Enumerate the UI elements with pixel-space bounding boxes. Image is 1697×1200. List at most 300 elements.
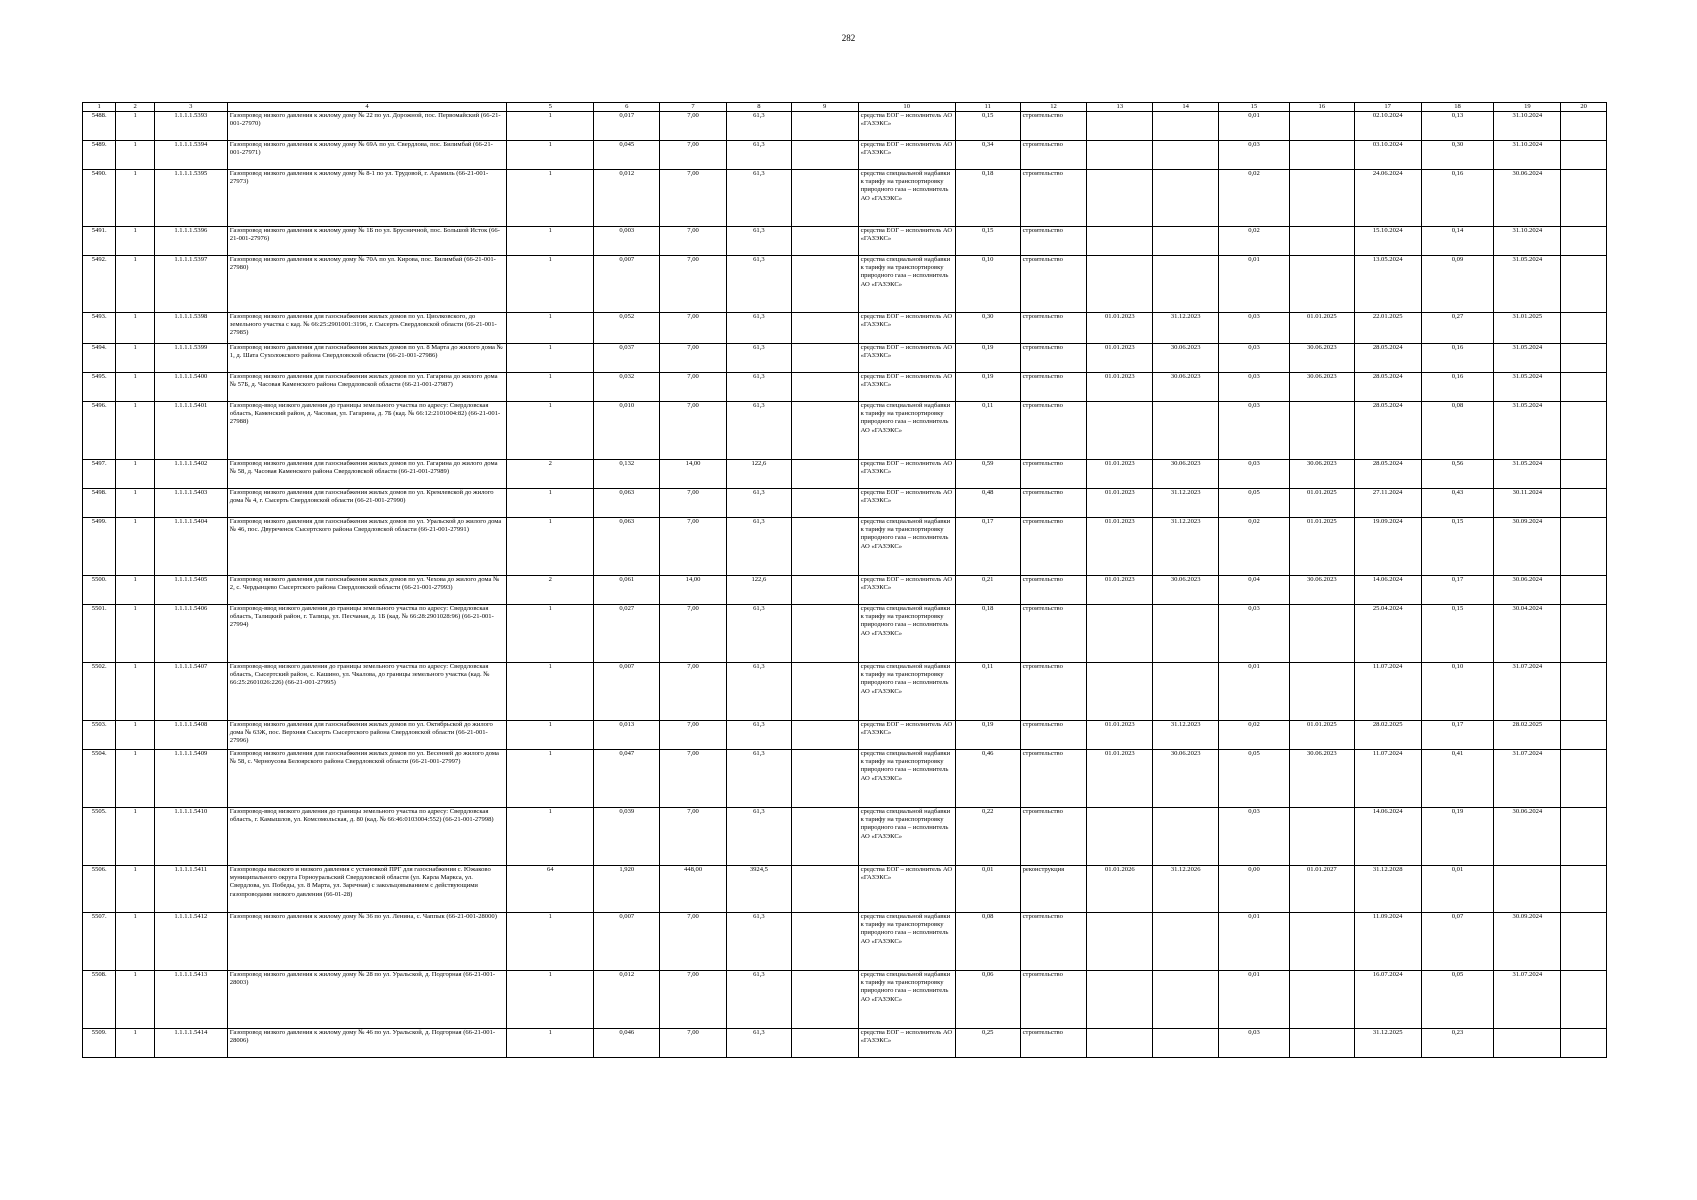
amount-cell: 0,01 <box>1421 866 1494 913</box>
quantity-cell: 1 <box>507 1029 594 1058</box>
funding-source-cell: средства специальной надбавки к тарифу на транспортировку природного газа – исполнитель АО «ГАЗЭКС» <box>858 605 955 663</box>
deadline-cell: 31.07.2024 <box>1494 971 1561 1029</box>
capacity-cell: 7,00 <box>660 808 727 866</box>
funding-source-cell: средства ЕОГ – исполнитель АО «ГАЗЭКС» <box>858 141 955 170</box>
volume-cell: 61,3 <box>726 605 791 663</box>
deadline-cell: 31.05.2024 <box>1494 402 1561 460</box>
capacity-cell: 7,00 <box>660 1029 727 1058</box>
table-row <box>83 518 1607 576</box>
amount-cell: 0,16 <box>1421 170 1494 227</box>
amount-cell: 0,05 <box>1421 971 1494 1029</box>
table-row <box>83 256 1607 313</box>
group-cell: 1 <box>116 1029 154 1058</box>
col-15-cell: 0,01 <box>1219 112 1290 141</box>
end-date-cell: 30.06.2023 <box>1153 373 1219 402</box>
code-cell: 1.1.1.1.5400 <box>154 373 227 402</box>
amount-cell: 0,30 <box>1421 141 1494 170</box>
length-cell: 0,007 <box>594 663 660 721</box>
end-date-cell: 30.06.2023 <box>1153 344 1219 373</box>
col-15-cell: 0,03 <box>1219 808 1290 866</box>
col-16-cell <box>1289 170 1354 227</box>
group-cell: 1 <box>116 313 154 344</box>
col-15-cell: 0,04 <box>1219 576 1290 605</box>
capacity-cell: 14,00 <box>660 576 727 605</box>
group-cell: 1 <box>116 663 154 721</box>
work-type-cell: строительство <box>1020 605 1087 663</box>
end-date-cell: 31.12.2026 <box>1153 866 1219 913</box>
code-cell: 1.1.1.1.5411 <box>154 866 227 913</box>
end-date-cell <box>1153 913 1219 971</box>
row-number-cell: 5491. <box>83 227 116 256</box>
col-9-cell <box>791 256 858 313</box>
col-20-cell <box>1561 112 1607 141</box>
col-15-cell: 0,02 <box>1219 721 1290 750</box>
funding-source-cell: средства ЕОГ – исполнитель АО «ГАЗЭКС» <box>858 313 955 344</box>
deadline-cell: 30.04.2024 <box>1494 605 1561 663</box>
quantity-cell: 1 <box>507 605 594 663</box>
length-cell: 0,027 <box>594 605 660 663</box>
completion-date-cell: 28.05.2024 <box>1354 344 1421 373</box>
work-type-cell: строительство <box>1020 971 1087 1029</box>
cost-cell: 0,25 <box>955 1029 1020 1058</box>
completion-date-cell: 14.06.2024 <box>1354 808 1421 866</box>
volume-cell: 61,3 <box>726 1029 791 1058</box>
group-cell: 1 <box>116 576 154 605</box>
volume-cell: 61,3 <box>726 227 791 256</box>
volume-cell: 61,3 <box>726 489 791 518</box>
group-cell: 1 <box>116 256 154 313</box>
funding-source-cell: средства специальной надбавки к тарифу на транспортировку природного газа – исполнитель АО «ГАЗЭКС» <box>858 663 955 721</box>
deadline-cell: 31.07.2024 <box>1494 663 1561 721</box>
description-cell: Газопровод низкого давления для газоснабжения жилых домов по ул. Гагарина до жилого дома № 57Б, д. Часовая Каменского района Свердловской области (66-21-001-27987) <box>227 373 506 402</box>
col-9-cell <box>791 576 858 605</box>
code-cell: 1.1.1.1.5394 <box>154 141 227 170</box>
work-type-cell: строительство <box>1020 373 1087 402</box>
completion-date-cell: 16.07.2024 <box>1354 971 1421 1029</box>
group-cell: 1 <box>116 971 154 1029</box>
capacity-cell: 7,00 <box>660 313 727 344</box>
deadline-cell: 30.06.2024 <box>1494 576 1561 605</box>
cost-cell: 0,19 <box>955 373 1020 402</box>
completion-date-cell: 24.06.2024 <box>1354 170 1421 227</box>
col-20-cell <box>1561 971 1607 1029</box>
col-20-cell <box>1561 373 1607 402</box>
work-type-cell: строительство <box>1020 344 1087 373</box>
quantity-cell: 1 <box>507 141 594 170</box>
capacity-cell: 7,00 <box>660 373 727 402</box>
col-16-cell: 30.06.2023 <box>1289 750 1354 808</box>
start-date-cell <box>1087 227 1153 256</box>
quantity-cell: 1 <box>507 971 594 1029</box>
quantity-cell: 1 <box>507 112 594 141</box>
work-type-cell: строительство <box>1020 112 1087 141</box>
col-16-cell: 01.01.2025 <box>1289 489 1354 518</box>
cost-cell: 0,11 <box>955 402 1020 460</box>
completion-date-cell: 11.09.2024 <box>1354 913 1421 971</box>
capacity-cell: 7,00 <box>660 141 727 170</box>
table-row <box>83 313 1607 344</box>
col-15-cell: 0,03 <box>1219 373 1290 402</box>
completion-date-cell: 28.02.2025 <box>1354 721 1421 750</box>
completion-date-cell: 25.04.2024 <box>1354 605 1421 663</box>
quantity-cell: 1 <box>507 750 594 808</box>
end-date-cell <box>1153 256 1219 313</box>
deadline-cell: 31.10.2024 <box>1494 141 1561 170</box>
capacity-cell: 7,00 <box>660 971 727 1029</box>
volume-cell: 3924,5 <box>726 866 791 913</box>
amount-cell: 0,16 <box>1421 373 1494 402</box>
quantity-cell: 2 <box>507 576 594 605</box>
capacity-cell: 7,00 <box>660 750 727 808</box>
end-date-cell <box>1153 605 1219 663</box>
start-date-cell: 01.01.2023 <box>1087 489 1153 518</box>
column-header: 12 <box>1020 103 1087 112</box>
group-cell: 1 <box>116 141 154 170</box>
code-cell: 1.1.1.1.5408 <box>154 721 227 750</box>
cost-cell: 0,11 <box>955 663 1020 721</box>
quantity-cell: 1 <box>507 256 594 313</box>
column-header: 8 <box>726 103 791 112</box>
length-cell: 0,037 <box>594 344 660 373</box>
completion-date-cell: 11.07.2024 <box>1354 750 1421 808</box>
col-16-cell: 01.01.2025 <box>1289 518 1354 576</box>
quantity-cell: 1 <box>507 170 594 227</box>
funding-source-cell: средства специальной надбавки к тарифу на транспортировку природного газа – исполнитель АО «ГАЗЭКС» <box>858 518 955 576</box>
capacity-cell: 7,00 <box>660 112 727 141</box>
amount-cell: 0,08 <box>1421 402 1494 460</box>
row-number-cell: 5503. <box>83 721 116 750</box>
work-type-cell: строительство <box>1020 170 1087 227</box>
start-date-cell <box>1087 663 1153 721</box>
amount-cell: 0,16 <box>1421 344 1494 373</box>
row-number-cell: 5504. <box>83 750 116 808</box>
length-cell: 0,045 <box>594 141 660 170</box>
volume-cell: 61,3 <box>726 808 791 866</box>
funding-source-cell: средства специальной надбавки к тарифу на транспортировку природного газа – исполнитель АО «ГАЗЭКС» <box>858 402 955 460</box>
col-9-cell <box>791 112 858 141</box>
work-type-cell: строительство <box>1020 663 1087 721</box>
column-header: 10 <box>858 103 955 112</box>
work-type-cell: строительство <box>1020 518 1087 576</box>
column-header: 15 <box>1219 103 1290 112</box>
end-date-cell <box>1153 170 1219 227</box>
table-body <box>83 112 1607 1058</box>
completion-date-cell: 31.12.2028 <box>1354 866 1421 913</box>
funding-source-cell: средства ЕОГ – исполнитель АО «ГАЗЭКС» <box>858 227 955 256</box>
row-number-cell: 5490. <box>83 170 116 227</box>
deadline-cell: 31.05.2024 <box>1494 460 1561 489</box>
cost-cell: 0,17 <box>955 518 1020 576</box>
col-20-cell <box>1561 402 1607 460</box>
length-cell: 0,047 <box>594 750 660 808</box>
col-15-cell: 0,02 <box>1219 170 1290 227</box>
deadline-cell: 30.06.2024 <box>1494 808 1561 866</box>
col-15-cell: 0,01 <box>1219 913 1290 971</box>
description-cell: Газопровод-ввод низкого давления до границы земельного участка по адресу: Свердловская область, г. Камышлов, ул. Комсомольская, д. 80 (кад. № 66:46:0103004:552) (66-21-001-27998) <box>227 808 506 866</box>
work-type-cell: строительство <box>1020 808 1087 866</box>
length-cell: 1,920 <box>594 866 660 913</box>
length-cell: 0,039 <box>594 808 660 866</box>
table-row <box>83 373 1607 402</box>
completion-date-cell: 28.05.2024 <box>1354 402 1421 460</box>
col-9-cell <box>791 344 858 373</box>
description-cell: Газопровод-ввод низкого давления до границы земельного участка по адресу: Свердловская область, Талицкий район, г. Талица, ул. Песчаная, д. 1Б (кад. № 66:28:2901028:96) (66-21-001-27994) <box>227 605 506 663</box>
volume-cell: 61,3 <box>726 518 791 576</box>
funding-source-cell: средства специальной надбавки к тарифу на транспортировку природного газа – исполнитель АО «ГАЗЭКС» <box>858 170 955 227</box>
column-header: 7 <box>660 103 727 112</box>
end-date-cell: 31.12.2023 <box>1153 721 1219 750</box>
end-date-cell <box>1153 112 1219 141</box>
description-cell: Газопровод низкого давления к жилому дому № 1Б по ул. Брусничной, пос. Большой Исток (66-21-001-27976) <box>227 227 506 256</box>
deadline-cell: 31.05.2024 <box>1494 256 1561 313</box>
volume-cell: 61,3 <box>726 170 791 227</box>
col-16-cell <box>1289 141 1354 170</box>
completion-date-cell: 15.10.2024 <box>1354 227 1421 256</box>
start-date-cell: 01.01.2026 <box>1087 866 1153 913</box>
table-row <box>83 808 1607 866</box>
col-9-cell <box>791 866 858 913</box>
col-16-cell <box>1289 971 1354 1029</box>
table-row <box>83 112 1607 141</box>
col-16-cell: 30.06.2023 <box>1289 344 1354 373</box>
description-cell: Газопровод-ввод низкого давления до границы земельного участка по адресу: Свердловская область, Каменский район, д. Часовая, ул. Гагарина, д. 7Б (кад. № 66:12:2101004:82) (66-21-001-27988) <box>227 402 506 460</box>
end-date-cell: 30.06.2023 <box>1153 460 1219 489</box>
group-cell: 1 <box>116 344 154 373</box>
table-row <box>83 721 1607 750</box>
col-15-cell: 0,03 <box>1219 460 1290 489</box>
start-date-cell <box>1087 913 1153 971</box>
length-cell: 0,012 <box>594 170 660 227</box>
code-cell: 1.1.1.1.5399 <box>154 344 227 373</box>
amount-cell: 0,17 <box>1421 576 1494 605</box>
volume-cell: 61,3 <box>726 750 791 808</box>
start-date-cell <box>1087 170 1153 227</box>
deadline-cell: 31.01.2025 <box>1494 313 1561 344</box>
row-number-cell: 5498. <box>83 489 116 518</box>
cost-cell: 0,59 <box>955 460 1020 489</box>
quantity-cell: 1 <box>507 489 594 518</box>
code-cell: 1.1.1.1.5412 <box>154 913 227 971</box>
column-header: 11 <box>955 103 1020 112</box>
start-date-cell <box>1087 971 1153 1029</box>
work-type-cell: строительство <box>1020 576 1087 605</box>
quantity-cell: 1 <box>507 518 594 576</box>
length-cell: 0,003 <box>594 227 660 256</box>
row-number-cell: 5509. <box>83 1029 116 1058</box>
column-header: 3 <box>154 103 227 112</box>
group-cell: 1 <box>116 518 154 576</box>
column-header: 16 <box>1289 103 1354 112</box>
capacity-cell: 7,00 <box>660 344 727 373</box>
funding-source-cell: средства специальной надбавки к тарифу на транспортировку природного газа – исполнитель АО «ГАЗЭКС» <box>858 808 955 866</box>
group-cell: 1 <box>116 489 154 518</box>
work-type-cell: строительство <box>1020 141 1087 170</box>
col-16-cell: 01.01.2027 <box>1289 866 1354 913</box>
table-row <box>83 489 1607 518</box>
work-type-cell: строительство <box>1020 489 1087 518</box>
end-date-cell: 31.12.2023 <box>1153 518 1219 576</box>
volume-cell: 61,3 <box>726 402 791 460</box>
length-cell: 0,063 <box>594 518 660 576</box>
capacity-cell: 7,00 <box>660 663 727 721</box>
length-cell: 0,013 <box>594 721 660 750</box>
col-20-cell <box>1561 170 1607 227</box>
row-number-cell: 5500. <box>83 576 116 605</box>
funding-source-cell: средства специальной надбавки к тарифу на транспортировку природного газа – исполнитель АО «ГАЗЭКС» <box>858 913 955 971</box>
cost-cell: 0,34 <box>955 141 1020 170</box>
deadline-cell: 31.05.2024 <box>1494 344 1561 373</box>
work-type-cell: строительство <box>1020 913 1087 971</box>
amount-cell: 0,23 <box>1421 1029 1494 1058</box>
col-15-cell: 0,03 <box>1219 1029 1290 1058</box>
col-9-cell <box>791 808 858 866</box>
volume-cell: 61,3 <box>726 373 791 402</box>
code-cell: 1.1.1.1.5395 <box>154 170 227 227</box>
page-number: 282 <box>841 33 856 43</box>
col-9-cell <box>791 605 858 663</box>
col-9-cell <box>791 227 858 256</box>
row-number-cell: 5499. <box>83 518 116 576</box>
cost-cell: 0,19 <box>955 721 1020 750</box>
start-date-cell: 01.01.2023 <box>1087 576 1153 605</box>
amount-cell: 0,13 <box>1421 112 1494 141</box>
code-cell: 1.1.1.1.5410 <box>154 808 227 866</box>
volume-cell: 122,6 <box>726 460 791 489</box>
start-date-cell <box>1087 1029 1153 1058</box>
completion-date-cell: 13.05.2024 <box>1354 256 1421 313</box>
description-cell: Газопровод низкого давления для газоснабжения жилых домов по ул. Весенней до жилого дома № 58, с. Черноусова Белоярского района Свердловской области (66-21-001-27997) <box>227 750 506 808</box>
col-16-cell: 01.01.2025 <box>1289 313 1354 344</box>
funding-source-cell: средства ЕОГ – исполнитель АО «ГАЗЭКС» <box>858 1029 955 1058</box>
description-cell: Газопроводы высокого и низкого давления с установкой ПРГ для газоснабжения с. Южаково муниципального округа Горноуральский Свердловской области (ул. Карла Маркса, ул. Свердлова, ул. Победы, ул. 8 Марта, ул. Заречная) с закольцовыванием с действующими газопроводами низкого давления (66-01-28) <box>227 866 506 913</box>
completion-date-cell: 28.05.2024 <box>1354 460 1421 489</box>
amount-cell: 0,17 <box>1421 721 1494 750</box>
cost-cell: 0,10 <box>955 256 1020 313</box>
row-number-cell: 5505. <box>83 808 116 866</box>
amount-cell: 0,43 <box>1421 489 1494 518</box>
amount-cell: 0,09 <box>1421 256 1494 313</box>
col-20-cell <box>1561 913 1607 971</box>
funding-source-cell: средства ЕОГ – исполнитель АО «ГАЗЭКС» <box>858 576 955 605</box>
start-date-cell: 01.01.2023 <box>1087 460 1153 489</box>
col-15-cell: 0,00 <box>1219 866 1290 913</box>
deadline-cell: 31.10.2024 <box>1494 227 1561 256</box>
amount-cell: 0,10 <box>1421 663 1494 721</box>
row-number-cell: 5495. <box>83 373 116 402</box>
start-date-cell <box>1087 141 1153 170</box>
deadline-cell: 28.02.2025 <box>1494 721 1561 750</box>
column-header: 6 <box>594 103 660 112</box>
end-date-cell: 31.12.2023 <box>1153 489 1219 518</box>
quantity-cell: 1 <box>507 344 594 373</box>
code-cell: 1.1.1.1.5414 <box>154 1029 227 1058</box>
description-cell: Газопровод низкого давления для газоснабжения жилых домов по ул. Циолковского, до земельного участка с кад. № 66:25:2901001:3196, г. Сысерть Свердловской области (66-21-001-27985) <box>227 313 506 344</box>
row-number-cell: 5497. <box>83 460 116 489</box>
length-cell: 0,046 <box>594 1029 660 1058</box>
end-date-cell <box>1153 402 1219 460</box>
col-9-cell <box>791 971 858 1029</box>
volume-cell: 61,3 <box>726 256 791 313</box>
cost-cell: 0,01 <box>955 866 1020 913</box>
col-15-cell: 0,01 <box>1219 256 1290 313</box>
quantity-cell: 64 <box>507 866 594 913</box>
table-row <box>83 576 1607 605</box>
col-15-cell: 0,03 <box>1219 605 1290 663</box>
code-cell: 1.1.1.1.5407 <box>154 663 227 721</box>
group-cell: 1 <box>116 170 154 227</box>
col-20-cell <box>1561 227 1607 256</box>
group-cell: 1 <box>116 913 154 971</box>
col-15-cell: 0,03 <box>1219 141 1290 170</box>
quantity-cell: 1 <box>507 227 594 256</box>
col-9-cell <box>791 460 858 489</box>
col-20-cell <box>1561 313 1607 344</box>
start-date-cell: 01.01.2023 <box>1087 750 1153 808</box>
row-number-cell: 5496. <box>83 402 116 460</box>
end-date-cell: 30.06.2023 <box>1153 576 1219 605</box>
col-20-cell <box>1561 256 1607 313</box>
length-cell: 0,032 <box>594 373 660 402</box>
row-number-cell: 5501. <box>83 605 116 663</box>
cost-cell: 0,21 <box>955 576 1020 605</box>
col-9-cell <box>791 1029 858 1058</box>
col-20-cell <box>1561 518 1607 576</box>
col-9-cell <box>791 663 858 721</box>
quantity-cell: 1 <box>507 373 594 402</box>
col-15-cell: 0,05 <box>1219 489 1290 518</box>
col-20-cell <box>1561 141 1607 170</box>
amount-cell: 0,14 <box>1421 227 1494 256</box>
cost-cell: 0,18 <box>955 170 1020 227</box>
volume-cell: 61,3 <box>726 913 791 971</box>
col-15-cell: 0,03 <box>1219 344 1290 373</box>
funding-source-cell: средства ЕОГ – исполнитель АО «ГАЗЭКС» <box>858 344 955 373</box>
work-type-cell: строительство <box>1020 313 1087 344</box>
row-number-cell: 5502. <box>83 663 116 721</box>
funding-source-cell: средства ЕОГ – исполнитель АО «ГАЗЭКС» <box>858 460 955 489</box>
amount-cell: 0,56 <box>1421 460 1494 489</box>
work-type-cell: строительство <box>1020 1029 1087 1058</box>
start-date-cell: 01.01.2023 <box>1087 313 1153 344</box>
code-cell: 1.1.1.1.5393 <box>154 112 227 141</box>
start-date-cell: 01.01.2023 <box>1087 518 1153 576</box>
description-cell: Газопровод низкого давления для газоснабжения жилых домов по ул. Октябрьской до жилого дома № 63Ж, пос. Верхняя Сысерть Сысертского района Свердловской области (66-21-001-27996) <box>227 721 506 750</box>
col-16-cell <box>1289 605 1354 663</box>
code-cell: 1.1.1.1.5403 <box>154 489 227 518</box>
row-number-cell: 5507. <box>83 913 116 971</box>
col-9-cell <box>791 518 858 576</box>
capacity-cell: 7,00 <box>660 170 727 227</box>
table-row <box>83 227 1607 256</box>
funding-source-cell: средства ЕОГ – исполнитель АО «ГАЗЭКС» <box>858 721 955 750</box>
capacity-cell: 7,00 <box>660 402 727 460</box>
code-cell: 1.1.1.1.5398 <box>154 313 227 344</box>
start-date-cell: 01.01.2023 <box>1087 373 1153 402</box>
code-cell: 1.1.1.1.5405 <box>154 576 227 605</box>
work-type-cell: строительство <box>1020 402 1087 460</box>
col-16-cell <box>1289 1029 1354 1058</box>
code-cell: 1.1.1.1.5413 <box>154 971 227 1029</box>
deadline-cell: 31.05.2024 <box>1494 373 1561 402</box>
end-date-cell <box>1153 808 1219 866</box>
funding-source-cell: средства специальной надбавки к тарифу на транспортировку природного газа – исполнитель АО «ГАЗЭКС» <box>858 971 955 1029</box>
length-cell: 0,007 <box>594 913 660 971</box>
amount-cell: 0,07 <box>1421 913 1494 971</box>
col-15-cell: 0,03 <box>1219 313 1290 344</box>
column-header: 17 <box>1354 103 1421 112</box>
col-20-cell <box>1561 808 1607 866</box>
description-cell: Газопровод-ввод низкого давления до границы земельного участка по адресу: Свердловская область, Сысертский район, с. Кашино, ул. Чкалова, до границы земельного участка (кад. № 66:25:2601026:226) (66-21-001-27995) <box>227 663 506 721</box>
